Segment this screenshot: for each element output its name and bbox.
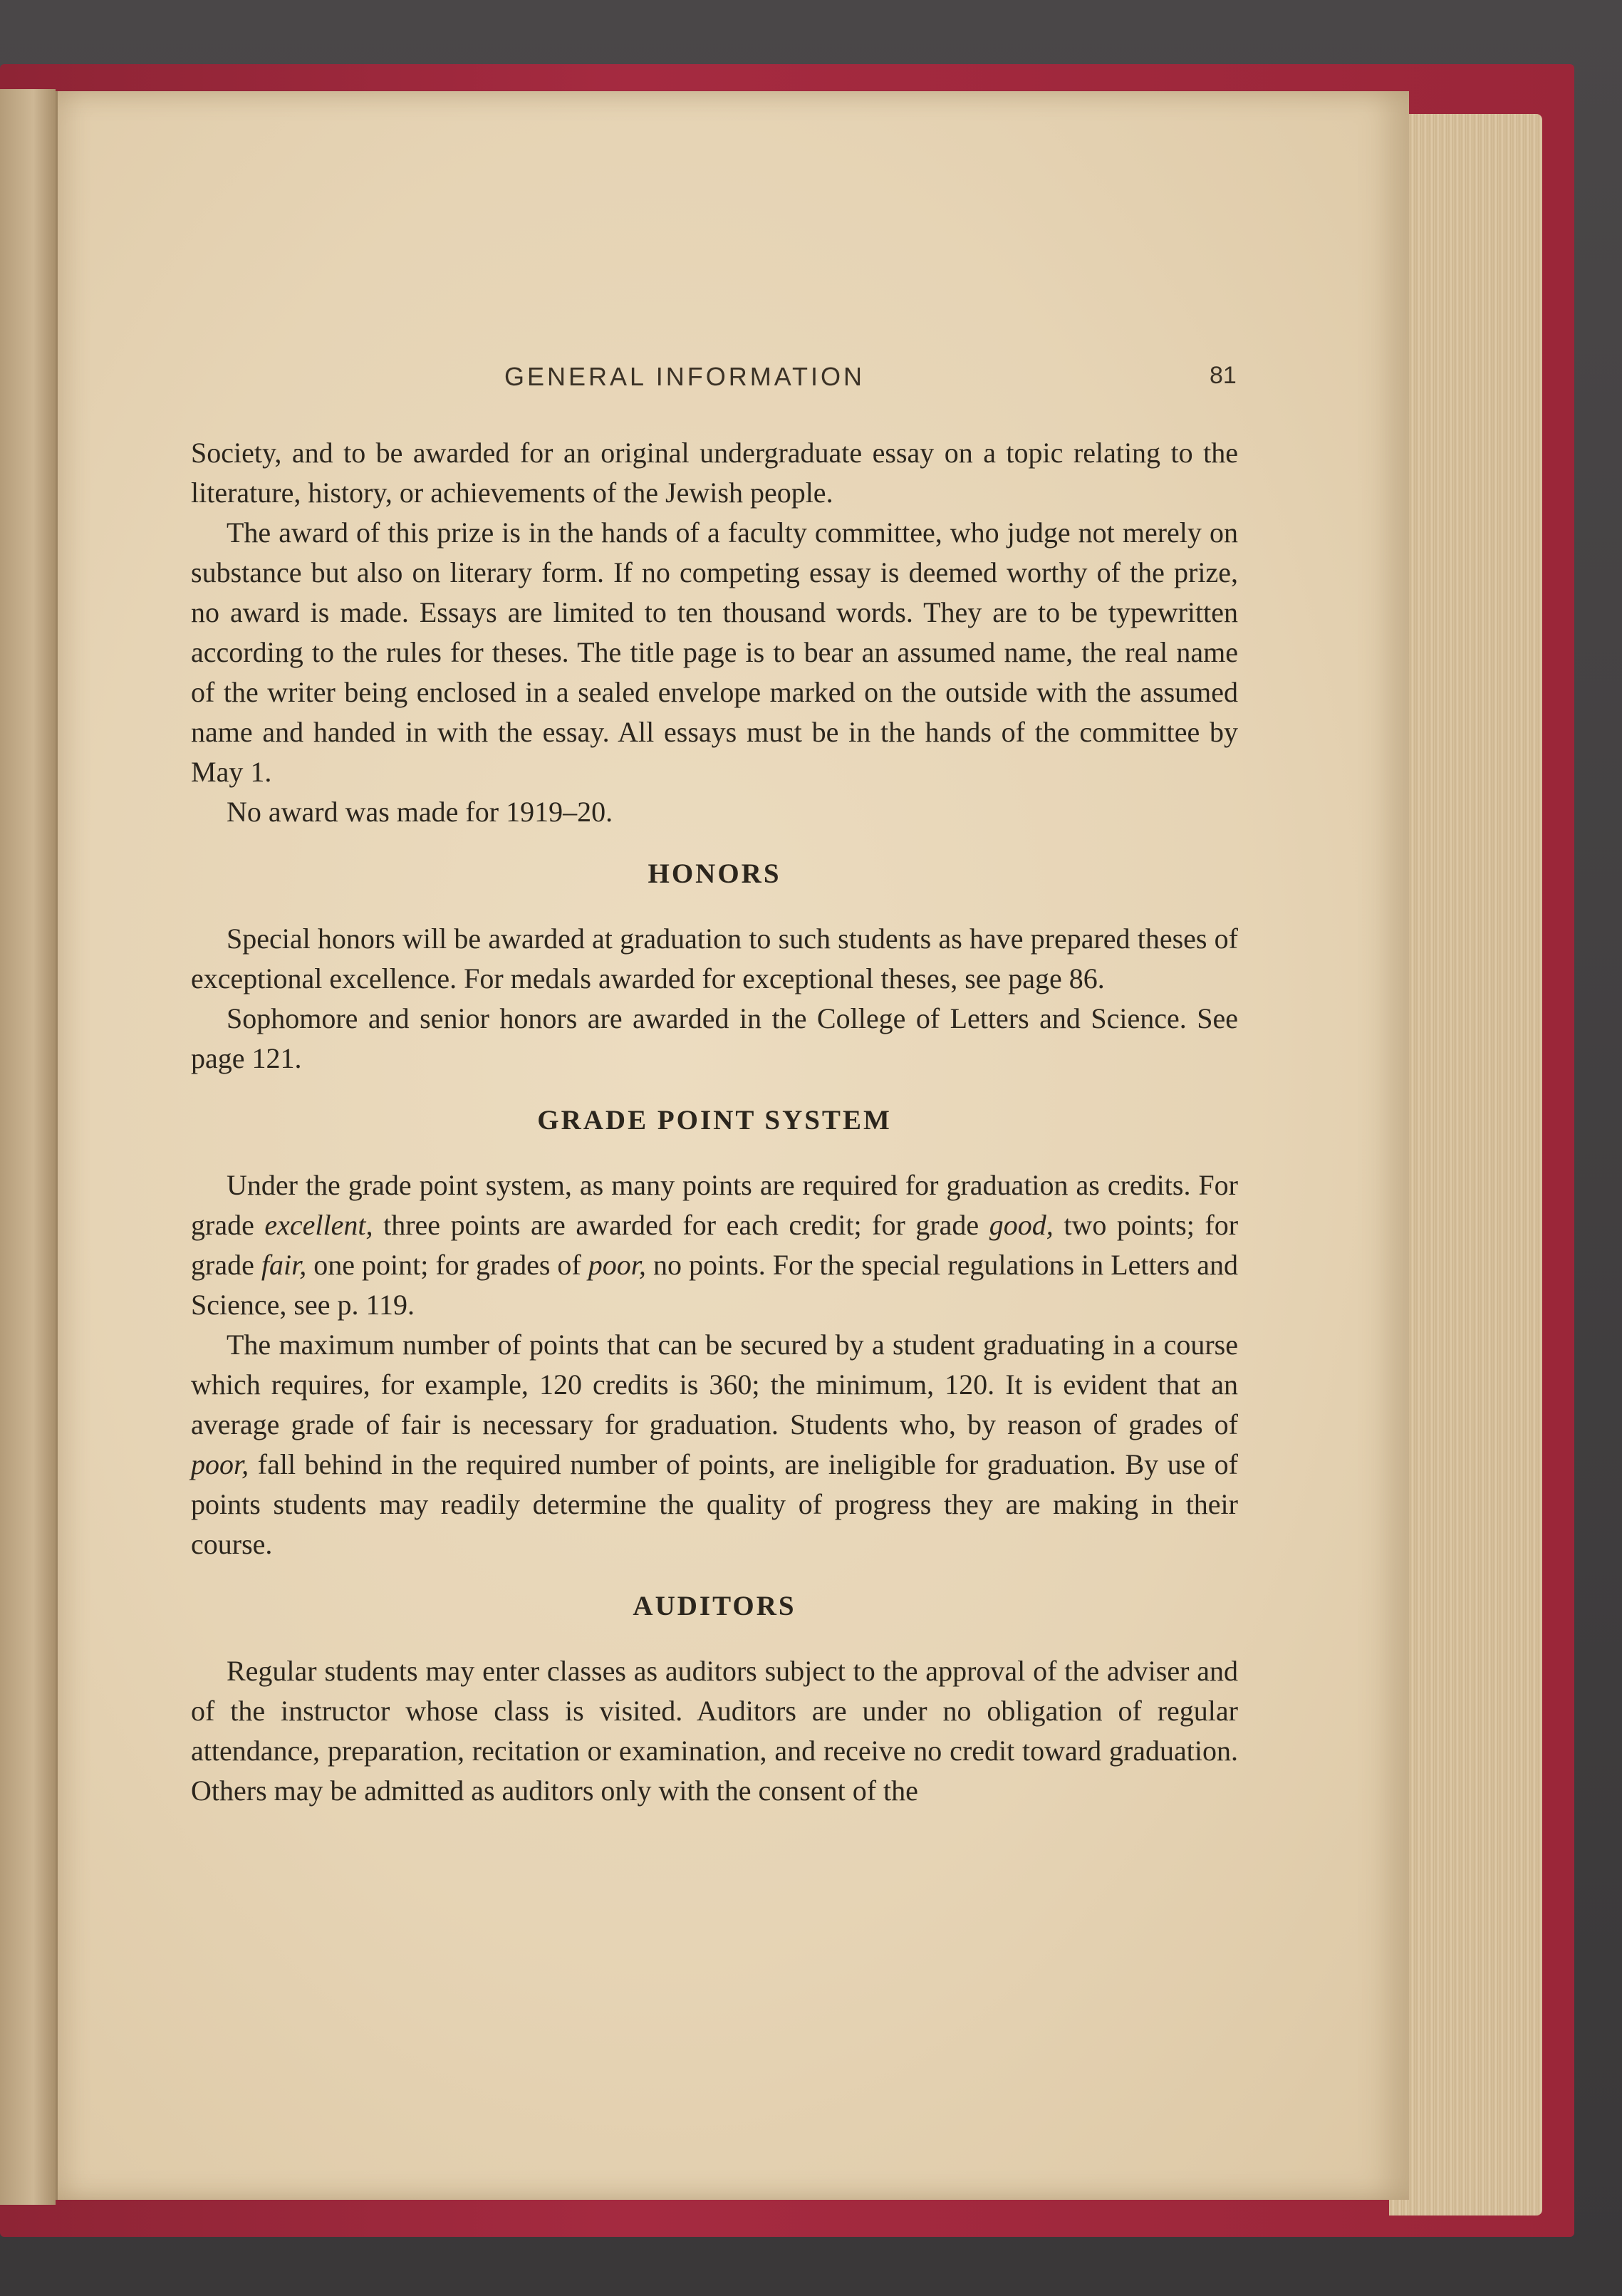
- italic-term: good,: [989, 1209, 1054, 1241]
- page-body: [191, 433, 1238, 1811]
- paragraph: Regular students may enter classes as auditors subject to the approval of the adviser and of the instructor whose class is visited. Auditors are under no obligation of regular attendance, preparation, recitation or examination, and receive no credit toward graduation. Others may be admitted as auditors only with the consent of the: [191, 1655, 1238, 1807]
- running-head: [56, 362, 1409, 398]
- section-heading-honors: HONORS: [648, 858, 781, 889]
- text-run: fall behind in the required number of points, are ineligible for graduation. By use of points students may readily determine the quality of progress they are making in their course.: [191, 1448, 1238, 1560]
- text-run: two points; for grade: [191, 1209, 1239, 1281]
- paragraph: [191, 1325, 1238, 1564]
- text-run: no points. For the special regulations in Letters and Science, see p. 119.: [191, 1249, 1239, 1321]
- section-heading-auditors: AUDITORS: [633, 1591, 796, 1621]
- italic-term: poor,: [588, 1249, 646, 1281]
- section-heading-grade-point-system: GRADE POINT SYSTEM: [537, 1105, 892, 1136]
- italic-term: fair,: [261, 1249, 307, 1281]
- paragraph: Society, and to be awarded for an original undergraduate essay on a topic relating to the literature, history, or achievements of the Jewish people.: [191, 437, 1238, 509]
- paragraph: No award was made for 1919–20.: [227, 796, 613, 828]
- text-run: one point; for grades of: [306, 1249, 588, 1281]
- page-edges: [1389, 114, 1542, 2216]
- running-title: GENERAL INFORMATION: [504, 362, 865, 391]
- book-page: [56, 91, 1409, 2200]
- paragraph: Special honors will be awarded at graduation to such students as have prepared theses of exceptional excellence. For medals awarded for exceptional theses, see page 86.: [191, 923, 1238, 994]
- gutter-line: [56, 91, 58, 2200]
- italic-term: poor,: [191, 1448, 249, 1480]
- paragraph: The award of this prize is in the hands of a faculty committee, who judge not merely on substance but also on literary form. If no competing essay is deemed worthy of the prize, no award is made. Essays are limited to ten thousand words. They are to be typewritten according to the rules for theses. The title page is to bear an assumed name, the real name of the writer being enclosed in a sealed envelope marked on the outside with the assumed name and handed in with the essay. All essays must be in the hands of the committee by May 1.: [191, 516, 1238, 788]
- italic-term: excellent,: [264, 1209, 373, 1241]
- previous-page-edge: [0, 89, 56, 2205]
- text-run: The maximum number of points that can be secured by a student graduating in a course which requires, for example, 120 credits is 360; the minimum, 120. It is evident that an average grade of fair is necessary for graduation. Students who, by reason of grades of: [191, 1329, 1238, 1440]
- text-run: Under the grade point system, as many points are required for graduation as credits. For grade: [191, 1169, 1238, 1241]
- paragraph: Sophomore and senior honors are awarded in the College of Letters and Science. See page 121.: [191, 1002, 1238, 1074]
- page-number: 81: [1210, 362, 1237, 389]
- paragraph: [191, 1165, 1238, 1325]
- text-run: three points are awarded for each credit; for grade: [373, 1209, 989, 1241]
